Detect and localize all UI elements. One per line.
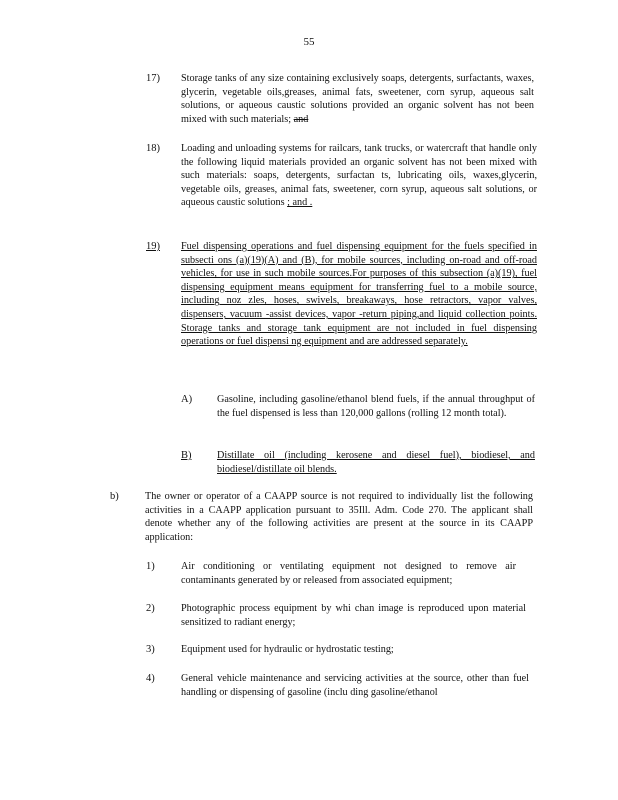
b-item-1-label: 1) bbox=[146, 561, 155, 572]
item-18-body: Loading and unloading systems for railcars, tank trucks, or watercraft that handle only the following liquid materials provided an organic solvent has not been mixed with such materials: soaps, detergents, surfactan ts, lubricating oils, waxes,glycerin, vegetable oils, greases, animal fats, sweetener, corn syrup, aqueous salt solutions, or aqueous caustic solutions bbox=[181, 143, 537, 209]
page-number: 55 bbox=[303, 36, 315, 48]
section-b-label: b) bbox=[110, 491, 119, 502]
item-17-body: Storage tanks of any size containing exclusively soaps, detergents, surfactants, waxes, glycerin, vegetable oils,greases, animal fats, sweetener, corn syrup, aqueous salt solutions, or aqueous caustic solutions provided an organic solvent has not been mixed with such materials; bbox=[181, 73, 534, 125]
item-19-text: Fuel dispensing operations and fuel dispensing equipment for the fuels specified in subsecti ons (a)(19)(A) and (B), for mobile sources, including on-road and off-road vehicles, for use in such mobile sources.For purposes of this subsection (a)(19), fuel dispensing equipment means equipment for transferring fuel to a mobile source, including noz zles, hoses, swivels, breakaways, hose retractors, vapor valves, dispensers, vacuum -assist devices, vapor -return piping,and liquid collection points. Storage tanks and storage tank equipment are not included in fuel dispensing operations or fuel dispensi ng equipment and are addressed separately. bbox=[181, 241, 537, 348]
b-item-2-label: 2) bbox=[146, 603, 155, 614]
sub-b-label: B) bbox=[181, 450, 192, 461]
sub-a-label: A) bbox=[181, 394, 193, 405]
item-18-text bbox=[181, 142, 537, 210]
sub-a-text: Gasoline, including gasoline/ethanol blend fuels, if the annual throughput of the fuel dispensed is less than 120,000 gallons (rolling 12 month total). bbox=[217, 394, 535, 419]
b-item-4-text: General vehicle maintenance and servicing activities at the source, other than fuel handling or dispensing of gasoline (inclu ding gasoline/ethanol bbox=[181, 673, 529, 698]
item-17-label: 17) bbox=[146, 73, 160, 84]
b-item-3-label: 3) bbox=[146, 644, 155, 655]
section-b-text: The owner or operator of a CAAPP source is not required to individually list the following activities in a CAAPP application pursuant to 35Ill. Adm. Code 270. The applicant shall denote whether any of the following activities are present at the source in its CAAPP application: bbox=[145, 491, 533, 543]
b-item-3-text: Equipment used for hydraulic or hydrostatic testing; bbox=[181, 644, 394, 655]
b-item-2-text: Photographic process equipment by whi chan image is reproduced upon material sensitized to radiant energy; bbox=[181, 603, 526, 628]
sub-b-text: Distillate oil (including kerosene and diesel fuel), biodiesel, and biodiesel/distillate oil blends. bbox=[217, 450, 535, 475]
item-17-text bbox=[181, 72, 534, 126]
b-item-4-label: 4) bbox=[146, 673, 155, 684]
item-17-struck: and bbox=[293, 113, 309, 125]
item-18-label: 18) bbox=[146, 143, 160, 154]
item-19-label: 19) bbox=[146, 241, 160, 252]
b-item-1-text: Air conditioning or ventilating equipment not designed to remove air contaminants generated by or released from associated equipment; bbox=[181, 561, 516, 586]
item-18-inserted: ; and . bbox=[287, 197, 313, 209]
